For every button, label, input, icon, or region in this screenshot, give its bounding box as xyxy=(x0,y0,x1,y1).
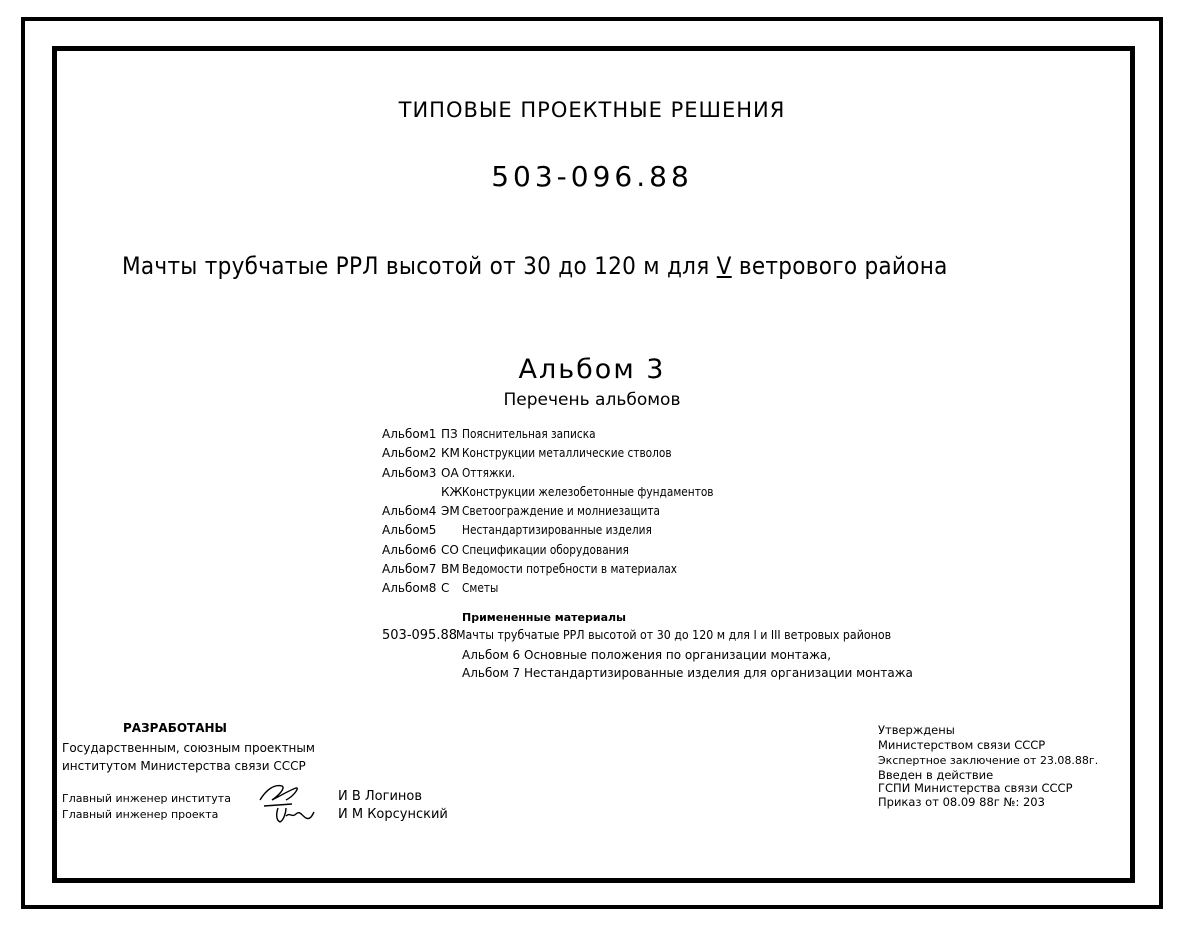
title-roman-numeral: V xyxy=(716,252,732,280)
applied-materials-album-6: Альбом 6 Основные положения по организации монтажа, xyxy=(462,648,832,662)
approval-line: Утверждены xyxy=(878,723,955,737)
album-number: Альбом8 xyxy=(382,581,437,596)
album-code: ВМ xyxy=(441,562,460,577)
approval-line: Экспертное заключение от 23.08.88г. xyxy=(878,754,1099,767)
album-name: Конструкции металлические стволов xyxy=(462,446,672,461)
album-name: Пояснительная записка xyxy=(462,427,596,441)
chief-engineer-institute-name: И В Логинов xyxy=(338,789,423,804)
album-code: ЭМ xyxy=(441,504,460,519)
album-number: Альбом3 xyxy=(382,465,437,480)
chief-project-engineer-name: И М Корсунский xyxy=(338,807,448,822)
title-end: ветрового района xyxy=(738,252,948,280)
applied-materials-album-7: Альбом 7 Нестандартизированные изделия для организации монтажа xyxy=(462,666,913,680)
album-name: Светоограждение и молниезащита xyxy=(462,504,660,519)
chief-engineer-institute-label: Главный инженер института xyxy=(62,792,231,805)
title-main: Мачты трубчатые РРЛ высотой от 30 до 120 м для xyxy=(122,252,710,280)
album-title: Альбом 3 xyxy=(518,354,666,385)
album-code: КМ xyxy=(441,446,460,461)
album-name: Нестандартизированные изделия xyxy=(462,523,652,538)
approval-line: Приказ от 08.09 88г №: 203 xyxy=(878,795,1045,809)
approval-line: ГСПИ Министерства связи СССР xyxy=(878,781,1073,795)
document-code: 503-096.88 xyxy=(491,160,693,193)
developer-line: Государственным, союзным проектным xyxy=(62,741,315,755)
album-name: Оттяжки. xyxy=(462,465,516,480)
applied-materials-line: Мачты трубчатые РРЛ высотой от 30 до 120 м для I и III ветровых районов xyxy=(456,628,892,642)
album-name: Конструкции железобетонные фундаментов xyxy=(462,484,714,499)
handwritten-signature xyxy=(256,782,318,826)
album-code: СО xyxy=(441,542,459,557)
album-code: С xyxy=(441,581,450,596)
document-title xyxy=(122,254,948,278)
album-code: ОА xyxy=(441,465,459,480)
series-title: ТИПОВЫЕ ПРОЕКТНЫЕ РЕШЕНИЯ xyxy=(398,98,786,122)
album-number: Альбом6 xyxy=(382,542,437,557)
chief-project-engineer-label: Главный инженер проекта xyxy=(62,808,219,821)
approval-line: Введен в действие xyxy=(878,768,994,782)
applied-materials-title: Примененные материалы xyxy=(462,611,626,624)
album-name: Сметы xyxy=(462,581,499,596)
album-name: Ведомости потребности в материалах xyxy=(462,562,678,577)
albums-list-title: Перечень альбомов xyxy=(503,390,681,410)
album-code: ПЗ xyxy=(441,427,458,441)
album-number: Альбом5 xyxy=(382,523,437,538)
approval-line: Министерством связи СССР xyxy=(878,738,1046,752)
developer-line: институтом Министерства связи СССР xyxy=(62,759,306,773)
applied-materials-code: 503-095.88 xyxy=(382,628,457,643)
album-number: Альбом4 xyxy=(382,504,437,519)
album-number: Альбом7 xyxy=(382,562,437,577)
developed-title: РАЗРАБОТАНЫ xyxy=(123,721,227,735)
album-number: Альбом2 xyxy=(382,446,437,461)
album-code: КЖ xyxy=(441,484,463,499)
album-number: Альбом1 xyxy=(382,427,437,441)
album-name: Спецификации оборудования xyxy=(462,542,629,557)
